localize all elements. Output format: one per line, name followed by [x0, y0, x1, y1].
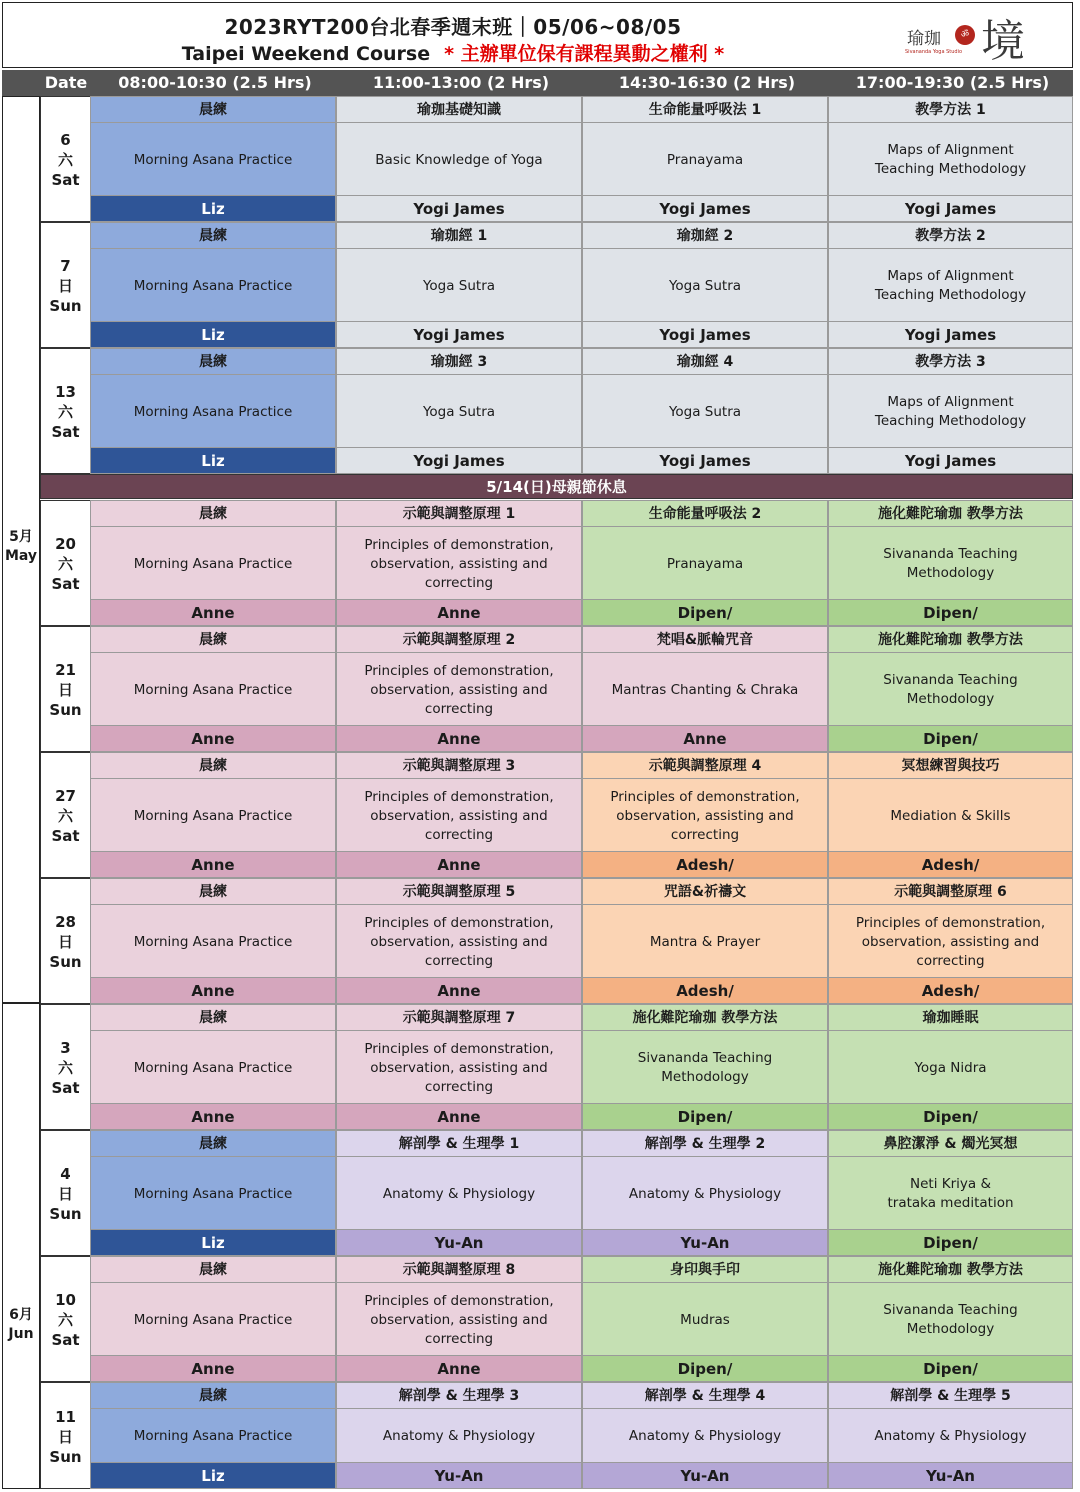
- class-cell: [90, 1004, 336, 1130]
- class-cell: [828, 1382, 1073, 1489]
- class-title-zh: 示範與調整原理 3: [337, 753, 581, 779]
- date-weekday-en: Sat: [51, 1079, 80, 1097]
- column-header-date: Date: [44, 73, 88, 92]
- schedule-notice: * 主辦單位保有課程異動之權利 *: [444, 43, 725, 65]
- class-cell: [828, 878, 1073, 1004]
- class-cell: [90, 878, 336, 1004]
- teacher-name: Adesh/: [583, 977, 827, 1003]
- class-cell: [90, 348, 336, 474]
- date-number: 27: [55, 787, 76, 805]
- date-weekday-zh: 六: [57, 403, 73, 421]
- class-title-en: Anatomy & Physiology: [382, 1185, 536, 1202]
- date-weekday-en: Sat: [51, 171, 80, 189]
- class-title-zh: 解剖學 & 生理學 4: [583, 1383, 827, 1409]
- teacher-name: Yogi James: [829, 447, 1072, 473]
- class-title-en: Sivananda Teaching Methodology: [637, 1050, 773, 1085]
- class-title-zh: 施化難陀瑜珈 教學方法: [829, 501, 1072, 527]
- class-title-zh: 晨練: [91, 1131, 335, 1157]
- teacher-name: Adesh/: [829, 977, 1072, 1003]
- class-title-zh: 施化難陀瑜珈 教學方法: [829, 1257, 1072, 1283]
- date-number: 3: [60, 1039, 71, 1057]
- class-title-en: Principles of demonstration, observation, assisting and correcting: [364, 788, 554, 843]
- date-number: 10: [55, 1291, 76, 1309]
- date-cell: [40, 348, 91, 474]
- class-cell: [90, 752, 336, 878]
- class-title-en: Morning Asana Practice: [133, 807, 293, 824]
- column-header-slot-3: 14:30-16:30 (2 Hrs): [618, 73, 796, 92]
- class-title-zh: 教學方法 2: [829, 223, 1072, 249]
- date-weekday-en: Sun: [49, 1447, 82, 1466]
- month-en: May: [4, 548, 38, 564]
- class-title-en: Morning Asana Practice: [133, 1311, 293, 1328]
- class-title-en: Sivananda Teaching Methodology: [883, 672, 1018, 707]
- teacher-name: Anne: [583, 725, 827, 751]
- date-weekday-en: Sat: [51, 1331, 80, 1349]
- date-weekday-zh: 六: [57, 151, 73, 169]
- class-title-zh: 示範與調整原理 4: [583, 753, 827, 779]
- column-header-bar: [2, 70, 1073, 96]
- teacher-name: Liz: [91, 321, 335, 347]
- teacher-name: Dipen/: [583, 1355, 827, 1381]
- teacher-name: Yogi James: [337, 447, 581, 473]
- class-title-zh: 瑜珈基礎知識: [337, 97, 581, 123]
- class-title-zh: 施化難陀瑜珈 教學方法: [829, 627, 1072, 653]
- column-header-slot-4: 17:00-19:30 (2.5 Hrs): [855, 73, 1050, 92]
- teacher-name: Dipen/: [829, 1229, 1072, 1255]
- class-title-zh: 教學方法 1: [829, 97, 1072, 123]
- date-cell: [40, 1004, 91, 1130]
- class-title-zh: 咒語&祈禱文: [583, 879, 827, 905]
- teacher-name: Yogi James: [583, 321, 827, 347]
- schedule-title: 2023RYT200台北春季週末班｜05/06~08/05: [224, 15, 682, 39]
- teacher-name: Anne: [91, 851, 335, 877]
- date-weekday-zh: 日: [57, 681, 73, 699]
- class-cell: [828, 1256, 1073, 1382]
- class-title-en: Anatomy & Physiology: [874, 1428, 1027, 1444]
- teacher-name: Anne: [337, 1355, 581, 1381]
- teacher-name: Liz: [91, 195, 335, 221]
- class-cell: [582, 1130, 828, 1256]
- class-title-zh: 晨練: [91, 349, 335, 375]
- class-title-en: Sivananda Teaching Methodology: [883, 1302, 1018, 1337]
- class-title-zh: 瑜珈經 1: [337, 223, 581, 249]
- class-title-zh: 示範與調整原理 6: [829, 879, 1072, 905]
- class-cell: [336, 1382, 582, 1489]
- teacher-name: Liz: [91, 447, 335, 473]
- teacher-name: Yu-An: [337, 1462, 581, 1488]
- teacher-name: Anne: [91, 1355, 335, 1381]
- month-en: Jun: [8, 1326, 34, 1342]
- teacher-name: Yu-An: [337, 1229, 581, 1255]
- logo-om-icon: ॐ: [955, 25, 975, 45]
- date-weekday-zh: 日: [57, 1185, 73, 1203]
- month-jun: [2, 1003, 40, 1489]
- class-cell: [336, 500, 582, 626]
- teacher-name: Yogi James: [583, 195, 827, 221]
- schedule-header: [2, 2, 1073, 68]
- studio-logo: [903, 11, 1033, 67]
- class-cell: [828, 222, 1073, 348]
- teacher-name: Adesh/: [583, 851, 827, 877]
- teacher-name: Yogi James: [583, 447, 827, 473]
- teacher-name: Yogi James: [829, 321, 1072, 347]
- date-weekday-en: Sat: [51, 575, 80, 593]
- class-title-en: Basic Knowledge of Yoga: [375, 151, 543, 168]
- date-cell: [40, 1130, 91, 1256]
- class-cell: [582, 348, 828, 474]
- class-title-en: Morning Asana Practice: [95, 1409, 331, 1464]
- schedule-subtitle: Taipei Weekend Course: [181, 43, 431, 65]
- class-title-zh: 解剖學 & 生理學 1: [337, 1131, 581, 1157]
- date-cell: [40, 96, 91, 222]
- date-number: 11: [55, 1407, 76, 1426]
- class-cell: [828, 1004, 1073, 1130]
- class-cell: [336, 878, 582, 1004]
- column-header-slot-1: 08:00-10:30 (2.5 Hrs): [118, 73, 312, 92]
- date-cell: [40, 222, 91, 348]
- class-title-en: Principles of demonstration, observation, assisting and correcting: [610, 788, 800, 843]
- date-weekday-zh: 日: [57, 277, 73, 295]
- class-cell: [582, 96, 828, 222]
- class-title-en: Yoga Sutra: [668, 277, 742, 294]
- class-title-zh: 晨練: [91, 97, 335, 123]
- class-cell: [90, 1382, 336, 1489]
- teacher-name: Yogi James: [337, 321, 581, 347]
- class-title-zh: 晨練: [91, 1257, 335, 1283]
- date-weekday-en: Sat: [51, 423, 80, 441]
- date-weekday-en: Sun: [49, 1205, 82, 1223]
- class-cell: [828, 1130, 1073, 1256]
- class-cell: [336, 626, 582, 752]
- class-title-en: Pranayama: [666, 151, 744, 168]
- class-cell: [336, 96, 582, 222]
- class-cell: [582, 626, 828, 752]
- teacher-name: Anne: [337, 851, 581, 877]
- date-weekday-en: Sun: [49, 953, 82, 971]
- date-number: 4: [60, 1165, 71, 1183]
- class-title-en: Principles of demonstration, observation, assisting and correcting: [855, 914, 1046, 969]
- class-title-en: Maps of Alignment Teaching Methodology: [874, 142, 1027, 177]
- class-cell: [90, 96, 336, 222]
- class-title-en: Morning Asana Practice: [95, 249, 331, 323]
- class-title-en: Principles of demonstration, observation, assisting and correcting: [364, 662, 554, 717]
- class-title-en: Yoga Sutra: [668, 403, 742, 420]
- logo-small-text: Sivananda Yoga Studio: [905, 49, 963, 55]
- class-cell: [582, 1004, 828, 1130]
- class-title-en: Principles of demonstration, observation, assisting and correcting: [364, 914, 554, 969]
- teacher-name: Yu-An: [583, 1229, 827, 1255]
- class-cell: [582, 878, 828, 1004]
- class-cell: [336, 1256, 582, 1382]
- class-cell: [828, 626, 1073, 752]
- class-cell: [90, 626, 336, 752]
- class-title-en: Morning Asana Practice: [133, 933, 293, 950]
- class-title-en: Principles of demonstration, observation, assisting and correcting: [364, 1292, 554, 1347]
- teacher-name: Anne: [337, 977, 581, 1003]
- teacher-name: Anne: [91, 1103, 335, 1129]
- class-title-en: Anatomy & Physiology: [628, 1428, 782, 1444]
- class-title-en: Yoga Nidra: [914, 1059, 987, 1076]
- class-title-zh: 晨練: [91, 501, 335, 527]
- date-number: 21: [55, 661, 76, 679]
- teacher-name: Anne: [91, 599, 335, 625]
- class-title-en: Mantra & Prayer: [649, 933, 761, 950]
- date-cell: [40, 752, 91, 878]
- class-title-en: Morning Asana Practice: [133, 681, 293, 698]
- teacher-name: Yu-An: [583, 1462, 827, 1488]
- class-title-en: Principles of demonstration, observation, assisting and correcting: [364, 536, 554, 591]
- month-may: [2, 96, 40, 1003]
- class-title-en: Morning Asana Practice: [133, 1059, 293, 1076]
- teacher-name: Dipen/: [829, 1103, 1072, 1129]
- teacher-name: Adesh/: [829, 851, 1072, 877]
- date-weekday-en: Sun: [49, 297, 82, 315]
- class-cell: [582, 752, 828, 878]
- class-cell: [336, 222, 582, 348]
- class-cell: [582, 222, 828, 348]
- class-cell: [582, 500, 828, 626]
- teacher-name: Anne: [337, 1103, 581, 1129]
- class-cell: [828, 752, 1073, 878]
- class-title-zh: 示範與調整原理 8: [337, 1257, 581, 1283]
- class-title-en: Anatomy & Physiology: [628, 1185, 782, 1202]
- date-weekday-zh: 六: [57, 1059, 73, 1077]
- date-weekday-zh: 六: [57, 555, 73, 573]
- class-title-zh: 晨練: [91, 1005, 335, 1031]
- class-title-zh: 身印與手印: [583, 1257, 827, 1283]
- holiday-banner: 5/14(日)母親節休息: [40, 474, 1073, 499]
- date-number: 20: [55, 535, 76, 553]
- class-title-en: Maps of Alignment Teaching Methodology: [874, 394, 1027, 429]
- class-title-zh: 晨練: [91, 753, 335, 779]
- class-title-en: Neti Kriya & trataka meditation: [887, 1176, 1014, 1211]
- class-title-en: Morning Asana Practice: [95, 123, 331, 197]
- class-title-zh: 示範與調整原理 5: [337, 879, 581, 905]
- class-cell: [828, 348, 1073, 474]
- class-title-zh: 瑜珈經 4: [583, 349, 827, 375]
- date-cell: [40, 626, 91, 752]
- class-cell: [582, 1382, 828, 1489]
- date-cell: [40, 878, 91, 1004]
- class-cell: [828, 96, 1073, 222]
- class-title-zh: 梵唱&脈輪咒音: [583, 627, 827, 653]
- schedule-subtitle-line: [3, 39, 903, 66]
- teacher-name: Yogi James: [337, 195, 581, 221]
- teacher-name: Anne: [91, 725, 335, 751]
- teacher-name: Anne: [337, 599, 581, 625]
- class-title-en: Morning Asana Practice: [95, 1157, 331, 1231]
- teacher-name: Yu-An: [829, 1462, 1072, 1488]
- class-title-zh: 示範與調整原理 1: [337, 501, 581, 527]
- teacher-name: Anne: [91, 977, 335, 1003]
- class-title-zh: 生命能量呼吸法 2: [583, 501, 827, 527]
- class-cell: [90, 1130, 336, 1256]
- teacher-name: Yogi James: [829, 195, 1072, 221]
- class-title-zh: 晨練: [91, 223, 335, 249]
- date-weekday-zh: 日: [57, 933, 73, 951]
- class-title-zh: 晨練: [91, 879, 335, 905]
- class-title-en: Mediation & Skills: [890, 807, 1011, 824]
- class-title-en: Mantras Chanting & Chraka: [611, 681, 799, 698]
- class-cell: [828, 500, 1073, 626]
- logo-text: 瑜珈: [907, 29, 941, 49]
- teacher-name: Dipen/: [583, 599, 827, 625]
- class-title-en: Yoga Sutra: [422, 277, 496, 294]
- class-cell: [90, 1256, 336, 1382]
- class-cell: [582, 1256, 828, 1382]
- class-title-en: Mudras: [680, 1311, 730, 1328]
- class-title-en: Pranayama: [666, 555, 744, 572]
- column-header-slot-2: 11:00-13:00 (2 Hrs): [372, 73, 550, 92]
- class-title-zh: 鼻腔潔淨 & 燭光冥想: [829, 1131, 1072, 1157]
- class-cell: [90, 500, 336, 626]
- class-title-zh: 瑜珈睡眠: [829, 1005, 1072, 1031]
- date-cell: [40, 1382, 91, 1489]
- class-title-zh: 冥想練習與技巧: [829, 753, 1072, 779]
- date-cell: [40, 500, 91, 626]
- class-title-zh: 解剖學 & 生理學 5: [829, 1383, 1072, 1409]
- class-title-zh: 生命能量呼吸法 1: [583, 97, 827, 123]
- teacher-name: Dipen/: [829, 725, 1072, 751]
- date-cell: [40, 1256, 91, 1382]
- class-title-en: Morning Asana Practice: [133, 555, 293, 572]
- class-title-zh: 解剖學 & 生理學 2: [583, 1131, 827, 1157]
- month-zh: 6月: [9, 1307, 33, 1323]
- teacher-name: Dipen/: [829, 1355, 1072, 1381]
- date-number: 13: [55, 383, 76, 401]
- date-weekday-zh: 六: [57, 807, 73, 825]
- teacher-name: Liz: [91, 1229, 335, 1255]
- class-title-zh: 教學方法 3: [829, 349, 1072, 375]
- class-cell: [336, 1004, 582, 1130]
- class-cell: [336, 348, 582, 474]
- class-title-en: Yoga Sutra: [422, 403, 496, 420]
- month-zh: 5月: [9, 529, 33, 545]
- date-number: 28: [55, 913, 76, 931]
- class-title-en: Maps of Alignment Teaching Methodology: [874, 268, 1027, 303]
- class-title-en: Anatomy & Physiology: [382, 1428, 536, 1444]
- class-title-en: Principles of demonstration, observation, assisting and correcting: [364, 1040, 554, 1095]
- date-number: 7: [60, 257, 71, 275]
- logo-char: 境: [981, 16, 1025, 67]
- class-title-zh: 示範與調整原理 2: [337, 627, 581, 653]
- class-title-zh: 瑜珈經 2: [583, 223, 827, 249]
- class-title-zh: 晨練: [91, 627, 335, 653]
- teacher-name: Dipen/: [829, 599, 1072, 625]
- date-weekday-en: Sun: [49, 701, 82, 719]
- teacher-name: Anne: [337, 725, 581, 751]
- class-cell: [336, 752, 582, 878]
- teacher-name: Dipen/: [583, 1103, 827, 1129]
- class-title-zh: 施化難陀瑜珈 教學方法: [583, 1005, 827, 1031]
- class-title-zh: 解剖學 & 生理學 3: [337, 1383, 581, 1409]
- class-cell: [90, 222, 336, 348]
- class-cell: [336, 1130, 582, 1256]
- class-title-zh: 晨練: [91, 1383, 335, 1409]
- date-weekday-zh: 日: [57, 1427, 73, 1446]
- teacher-name: Liz: [91, 1462, 335, 1488]
- date-weekday-zh: 六: [57, 1311, 73, 1329]
- class-title-zh: 示範與調整原理 7: [337, 1005, 581, 1031]
- date-weekday-en: Sat: [51, 827, 80, 845]
- date-number: 6: [60, 131, 71, 149]
- class-title-en: Sivananda Teaching Methodology: [883, 546, 1018, 581]
- class-title-zh: 瑜珈經 3: [337, 349, 581, 375]
- class-title-en: Morning Asana Practice: [95, 375, 331, 449]
